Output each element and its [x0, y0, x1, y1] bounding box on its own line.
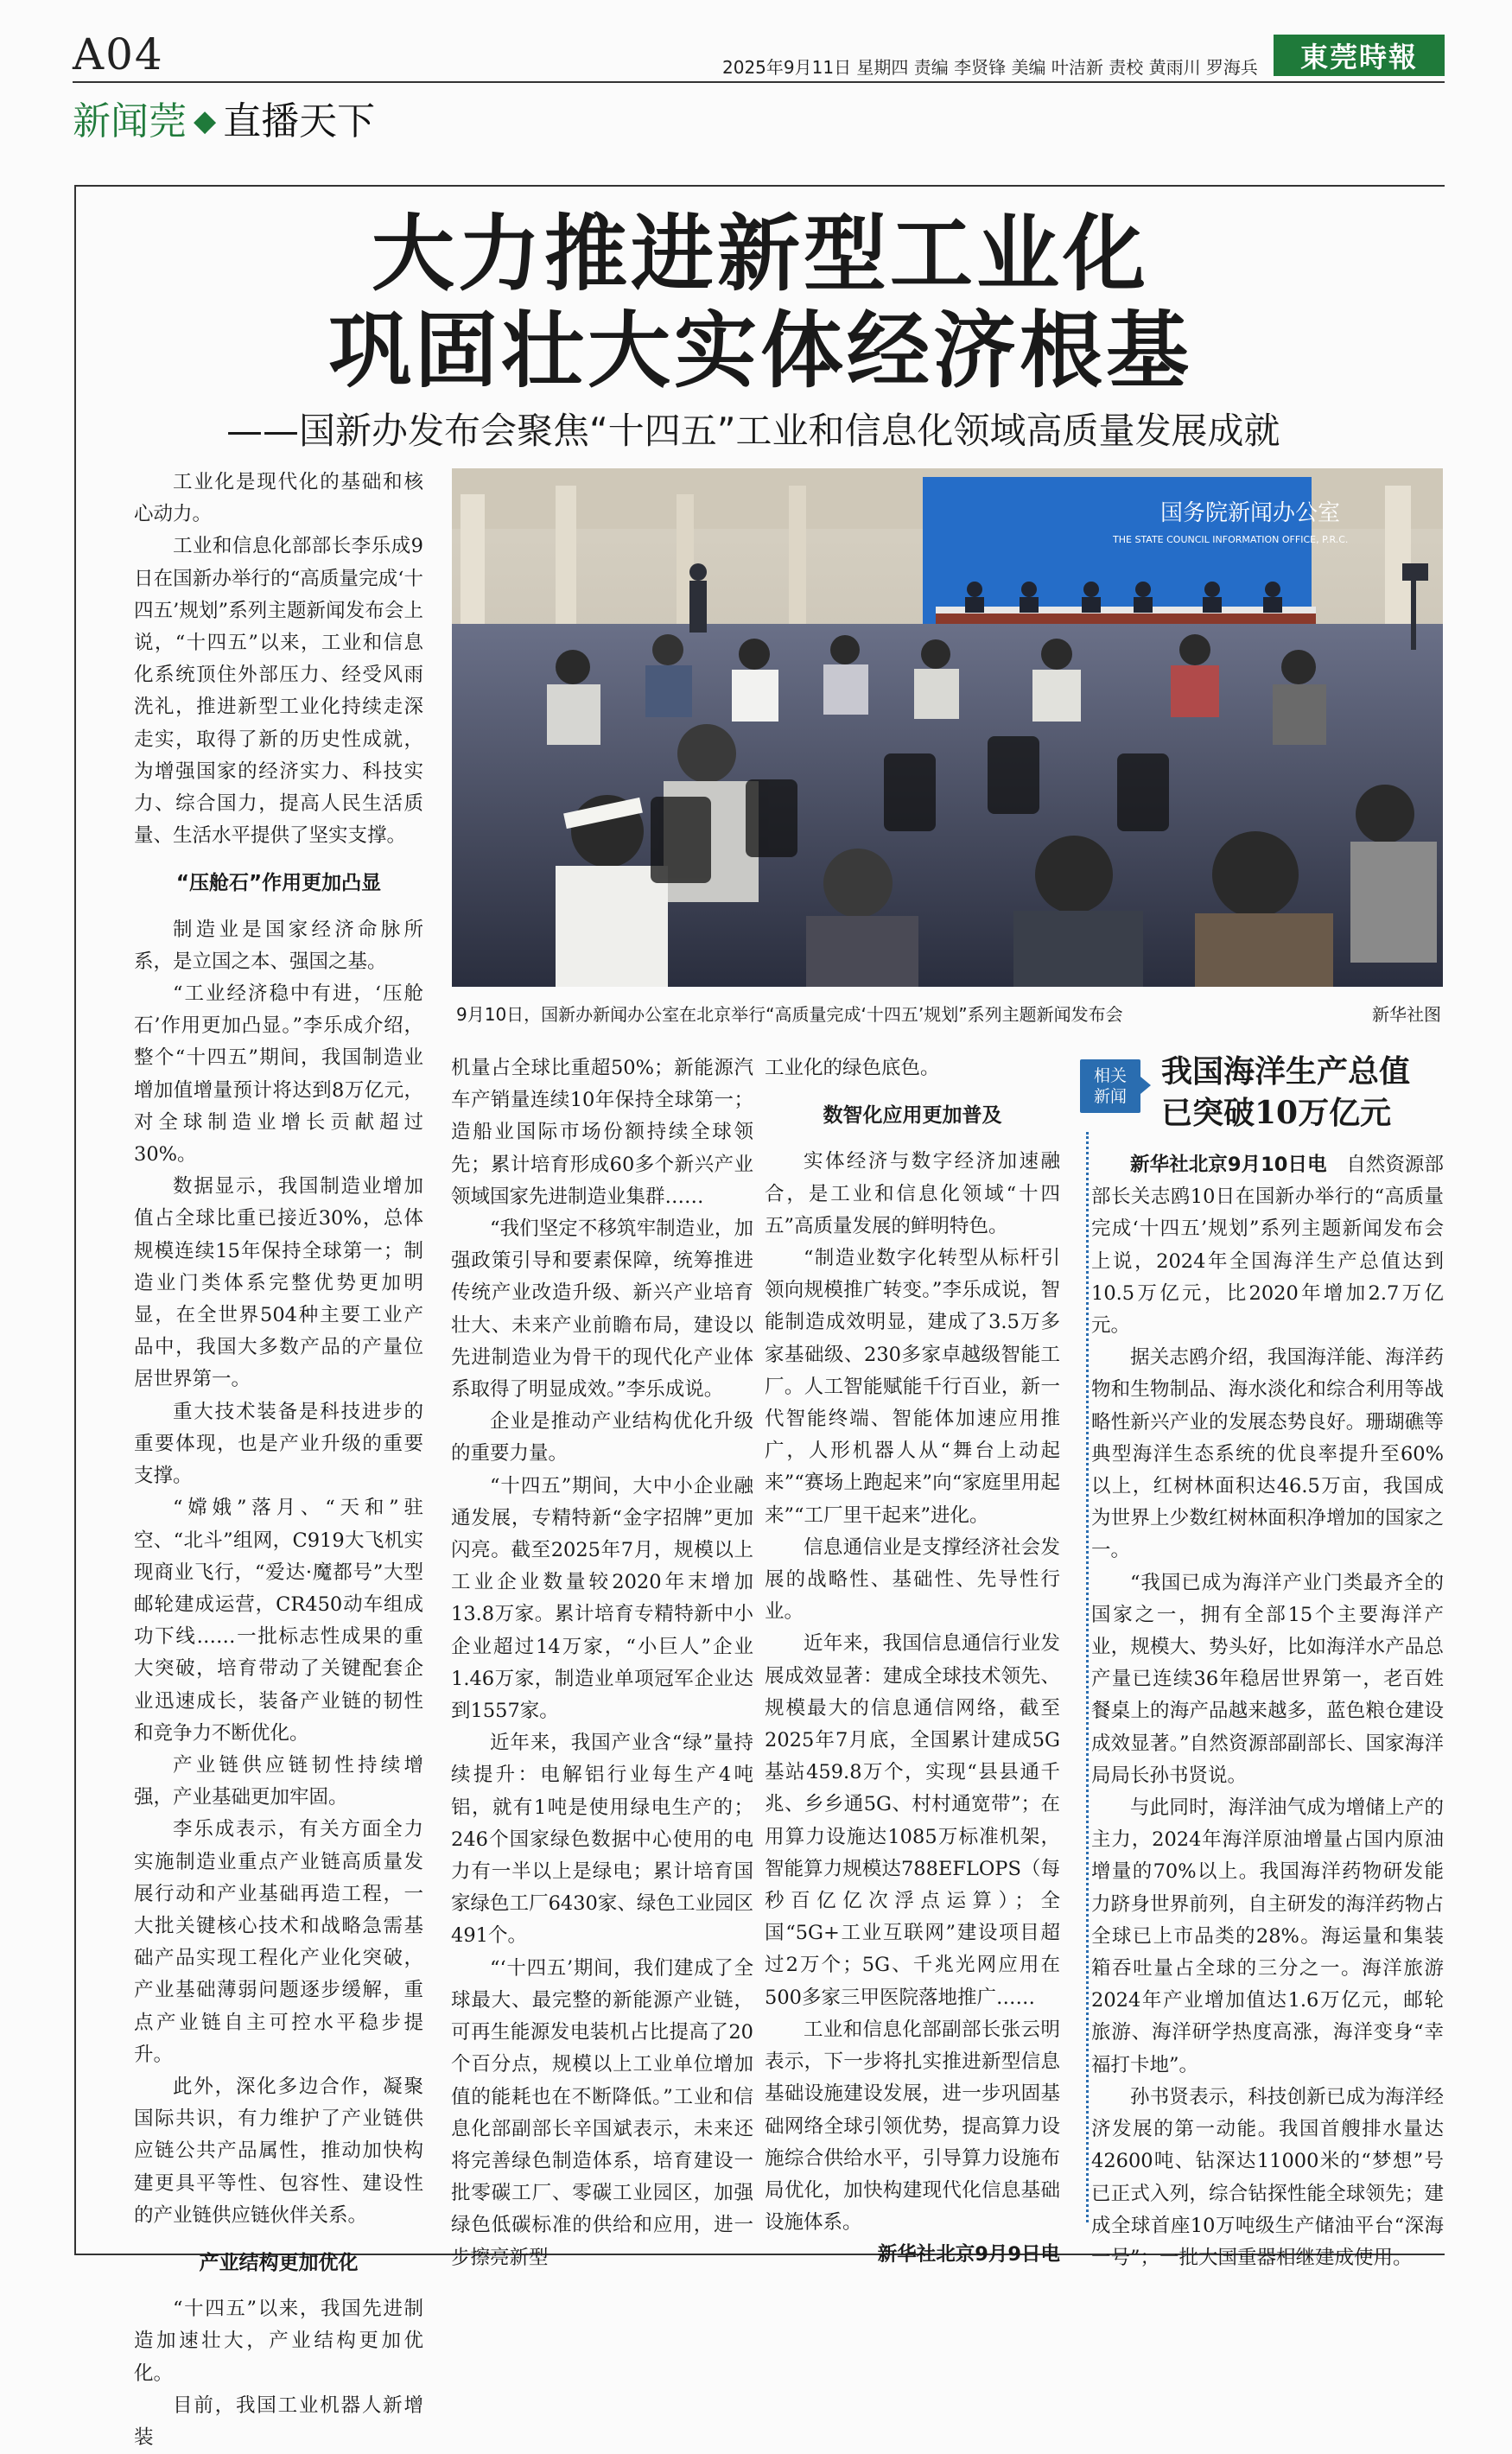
paragraph: “嫦娥”落月、“天和”驻空、“北斗”组网，C919大飞机实现商业飞行，“爱达·魔都号”大型邮轮建成运营，CR450动车组成功下线……一批标志性成果的重大突破，培育带动了关键配套企业迅速成长，装备产业链的韧性和竞争力不断优化。: [134, 1497, 423, 1745]
article-column-1: [134, 467, 423, 2454]
paragraph: 近年来，我国信息通信行业发展成效显著：建成全球技术领先、规模最大的信息通信网络，截至2025年7月底，全国累计建成5G基站459.8万个，实现“县县通千兆、乡乡通5G、村村通宽带”；在用算力设施达1085万标准机架，智能算力规模达788EFLOPS（每秒百亿亿次浮点运算）；全国“5G+工业互联网”建设项目超过2万个；5G、千兆光网应用在500多家三甲医院落地推广……: [765, 1632, 1060, 2009]
backdrop-subtitle: THE STATE COUNCIL INFORMATION OFFICE, P.R.C.: [1113, 534, 1349, 545]
tag-line-2: 新闻: [1093, 1087, 1127, 1106]
paragraph: 此外，深化多边合作，凝聚国际共识，有力维护了产业链供应链公共产品属性，推动加快构建更具平等性、包容性、建设性的产业链供应链伙伴关系。: [134, 2075, 423, 2227]
photo-caption: [456, 1001, 1441, 1026]
press-conference-photo: [452, 468, 1443, 987]
caption-text: 9月10日，国新办新闻办公室在北京举行“高质量完成‘十四五’规划”系列主题新闻发布会: [456, 1004, 1123, 1025]
headline-line-1: 大力推进新型工业化: [372, 205, 1149, 302]
subheadline: ——国新办发布会聚焦“十四五”工业和信息化领域高质量发展成就: [226, 410, 1280, 452]
paragraph: 数据显示，我国制造业增加值占全球比重已接近30%，总体规模连续15年保持全球第一；制造业门类体系完整优势更加明显，在全世界504种主要工业产品中，我国大多数产品的产量位居世界第一。: [134, 1175, 423, 1391]
paragraph: 重大技术装备是科技进步的重要体现，也是产业升级的重要支撑。: [134, 1400, 423, 1488]
related-news-tag: [1080, 1059, 1140, 1113]
photo-credit: 新华社图: [1372, 1004, 1441, 1025]
paragraph: 目前，我国工业机器人新增装: [134, 2394, 423, 2449]
paragraph: 制造业是国家经济命脉所系，是立国之本、强国之基。: [134, 918, 423, 973]
paragraph: 工业化的绿色底色。: [765, 1057, 940, 1079]
paragraph: 工业和信息化部部长李乐成9日在国新办举行的“高质量完成‘十四五’规划”系列主题新闻发布会上说，“十四五”以来，工业和信息化系统顶住外部压力、经受风雨洗礼，推进新型工业化持续走深走实，取得了新的历史性成就，为增强国家的经济实力、科技实力、综合国力，提高人民生活质量、生活水平提供了坚实支撑。: [134, 535, 423, 848]
sidebar-headline-2: 已突破10万亿元: [1161, 1095, 1392, 1131]
paragraph: 工业和信息化部副部长张云明表示，下一步将扎实推进新型信息基础设施建设发展，进一步巩固基础网络全球引领优势，提高算力设施综合供给水平，引导算力设施布局优化，加快构建现代化信息基础设施体系。: [765, 2018, 1060, 2235]
paragraph: 工业化是现代化的基础和核心动力。: [134, 471, 423, 526]
subhead: 产业结构更加优化: [199, 2251, 359, 2274]
tag-arrow-icon: [1140, 1077, 1151, 1094]
lead-text: 自然资源部部长关志鸥10日在国新办举行的“高质量完成‘十四五’规划”系列主题新闻发布会上说，2024年全国海洋生产总值达到10.5万亿元，比2020年增加2.7万亿元。: [1091, 1154, 1444, 1338]
sidebar-headline-1: 我国海洋生产总值: [1161, 1053, 1411, 1090]
signoff: 新华社北京9月9日电: [877, 2243, 1060, 2266]
paragraph: “我们坚定不移筑牢制造业，加强政策引导和要素保障，统筹推进传统产业改造升级、新兴产业培育壮大、未来产业前瞻布局，建设以先进制造业为骨干的现代化产业体系取得了明显成效。”李乐成说。: [451, 1217, 753, 1402]
paragraph: 据关志鸥介绍，我国海洋能、海洋药物和生物制品、海水淡化和综合利用等战略性新兴产业的发展态势良好。珊瑚礁等典型海洋生态系统的优良率提升至60%以上，红树林面积达46.5万亩，我国成为世界上少数红树林面积净增加的国家之一。: [1091, 1346, 1444, 1562]
sidebar-body: [1091, 1149, 1444, 2274]
paragraph: “‘十四五’期间，我们建成了全球最大、最完整的新能源产业链，可再生能源发电装机占比提高了20个百分点，规模以上工业单位增加值的能耗也在不断降低。”工业和信息化部副部长辛国斌表示，未来还将完善绿色制造体系，培育建设一批零碳工厂、零碳工业园区，加强绿色低碳标准的供给和应用，进一步擦亮新型: [451, 1956, 753, 2269]
paragraph: 近年来，我国产业含“绿”量持续提升：电解铝行业每生产4吨铝，就有1吨是使用绿电生产的；246个国家绿色数据中心使用的电力有一半以上是绿电；累计培育国家绿色工厂6430家、绿色工业园区491个。: [451, 1732, 753, 1948]
page-number: A04: [73, 29, 164, 79]
subhead: 数智化应用更加普及: [823, 1104, 1002, 1128]
paragraph: 信息通信业是支撑经济社会发展的战略性、基础性、先导性行业。: [765, 1535, 1060, 1624]
tag-line-1: 相关: [1093, 1066, 1127, 1085]
diamond-icon: ◆: [194, 104, 217, 138]
paragraph: 实体经济与数字经济加速融合，是工业和信息化领域“十四五”高质量发展的鲜明特色。: [765, 1150, 1060, 1237]
backdrop-title: 国务院新闻办公室: [1160, 500, 1341, 526]
section-title: [73, 90, 375, 145]
subhead: “压舱石”作用更加凸显: [175, 872, 382, 895]
issue-info: 2025年9月11日 星期四 责编 李贤锋 美编 叶洁新 责校 黄雨川 罗海兵: [722, 57, 1258, 78]
press-conference-image: [452, 468, 1443, 987]
paragraph: “制造业数字化转型从标杆引领向规模推广转变。”李乐成说，智能制造成效明显，建成了3.5万多家基础级、230多家卓越级智能工厂。人工智能赋能千行百业，新一代智能终端、智能体加速应用推广，人形机器人从“舞台上动起来”“赛场上跑起来”向“家庭里用起来”“工厂里干起来”进化。: [765, 1247, 1060, 1527]
lead-paragraph: [1091, 1149, 1444, 1342]
paragraph: “工业经济稳中有进，‘压舱石’作用更加凸显。”李乐成介绍，整个“十四五”期间，我国制造业增加值增量预计将达到8万亿元，对全球制造业增长贡献超过30%。: [134, 982, 423, 1167]
paragraph: 李乐成表示，有关方面全力实施制造业重点产业链高质量发展行动和产业基础再造工程，一大批关键核心技术和战略急需基础产品实现工程化产业化突破，产业基础薄弱问题逐步缓解，重点产业链自主可控水平稳步提升。: [134, 1818, 423, 2066]
paragraph: “我国已成为海洋产业门类最齐全的国家之一，拥有全部15个主要海洋产业，规模大、势头好，比如海洋水产品总产量已连续36年稳居世界第一，老百姓餐桌上的海产品越来越多，蓝色粮仓建设成效显著。”自然资源部副部长、国家海洋局局长孙书贤说。: [1091, 1571, 1444, 1787]
paragraph: 机量占全球比重超50%；新能源汽车产销量连续10年保持全球第一；造船业国际市场份额持续全球领先；累计培育形成60多个新兴产业领域国家先进制造业集群……: [451, 1057, 753, 1208]
sidebar-headline: [1161, 1051, 1446, 1134]
paragraph: 企业是推动产业结构优化升级的重要力量。: [451, 1410, 753, 1465]
section-name: 新闻莞: [73, 99, 187, 143]
paragraph: 孙书贤表示，科技创新已成为海洋经济发展的第一动能。我国首艘排水量达42600吨、钻深达11000米的“梦想”号已正式入列，综合钻探性能全球领先；建成全球首座10万吨级生产储油平台“深海一号”；一批大国重器相继建成使用。: [1091, 2085, 1444, 2269]
headline-line-2: 巩固壮大实体经济根基: [328, 302, 1192, 399]
newspaper-logo: 東莞時報: [1274, 35, 1445, 76]
sidebar-divider: [1086, 1132, 1089, 2222]
header-rule: [73, 81, 1445, 83]
paragraph: 产业链供应链韧性持续增强，产业基础更加牢固。: [134, 1753, 423, 1809]
article-column-3: [765, 1052, 1060, 2272]
article-column-2: [451, 1052, 753, 2274]
dateline: 新华社北京9月10日电: [1130, 1154, 1327, 1176]
paragraph: “十四五”期间，大中小企业融通发展，专精特新“金字招牌”更加闪亮。截至2025年7月，规模以上工业企业数量较2020年末增加13.8万家。累计培育专精特新中小企业超过14万家，“小巨人”企业1.46万家，制造业单项冠军企业达到1557家。: [451, 1474, 753, 1723]
paragraph: “十四五”以来，我国先进制造加速壮大，产业结构更加优化。: [134, 2298, 423, 2385]
paragraph: 与此同时，海洋油气成为增储上产的主力，2024年海洋原油增量占国内原油增量的70%以上。我国海洋药物研发能力跻身世界前列，自主研发的海洋药物占全球已上市品类的28%。海运量和集装箱吞吐量占全球的三分之一。海洋旅游2024年产业增加值达1.6万亿元，邮轮旅游、海洋研学热度高涨，海洋变身“幸福打卡地”。: [1091, 1796, 1444, 2076]
section-subname: 直播天下: [223, 99, 376, 143]
